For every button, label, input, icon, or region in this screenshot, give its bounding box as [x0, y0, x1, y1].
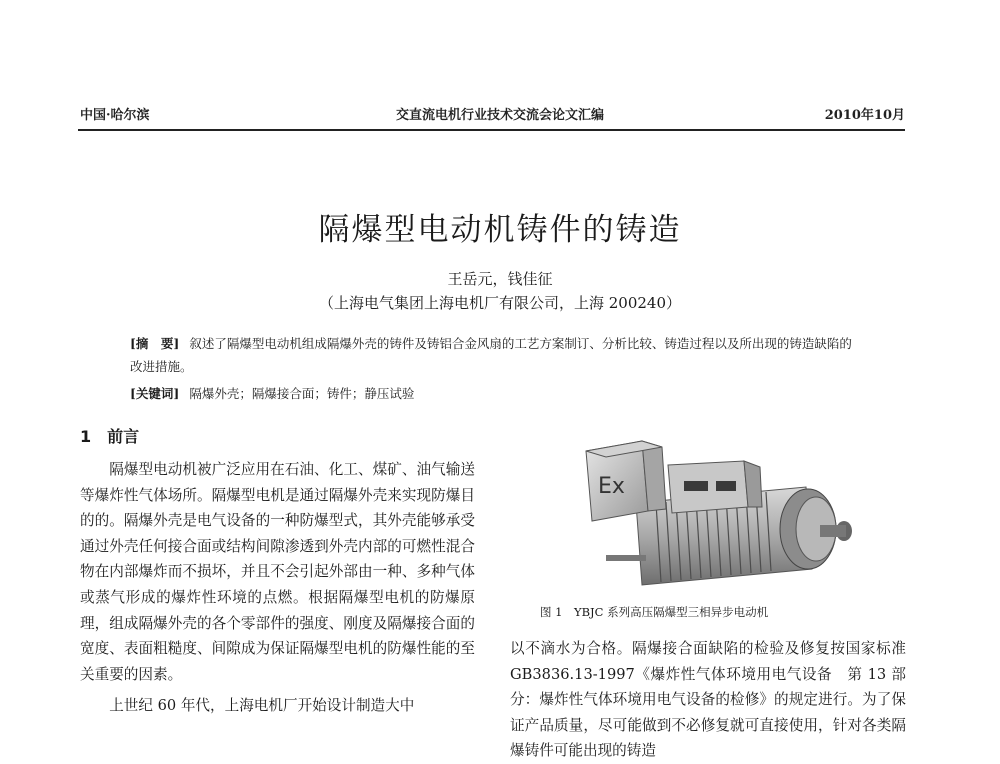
second-box: [668, 461, 762, 513]
base-foot: [606, 555, 646, 561]
section-number: 1: [80, 427, 92, 446]
paragraph: 以不滴水为合格。隔爆接合面缺陷的检验及修复按国家标准 GB3836.13-1997《爆炸性气体环境用电气设备 第 13 部分：爆炸性气体环境用电气设备的检修》的规定进行。为了保证产品质量，尽可能做到不必修复就可直接使用，针对各类隔爆铸件可能出现的铸造: [510, 640, 906, 760]
motor-figure: [576, 437, 864, 589]
ex-mark: Ex: [598, 474, 625, 499]
affiliation: （上海电气集团上海电机厂有限公司，上海 200240）: [318, 294, 682, 312]
header-divider: [78, 129, 905, 131]
authors: 王岳元，钱佳征: [447, 270, 553, 288]
abstract-label: [摘 要]: [130, 336, 180, 351]
figure-caption: 图 1 YBJC 系列高压隔爆型三相异步电动机: [540, 605, 769, 619]
section-heading: [80, 424, 139, 447]
running-header-location: 中国·哈尔滨: [80, 108, 150, 123]
motor-end-bell: [780, 489, 852, 569]
keywords-label: [关键词]: [130, 386, 180, 401]
running-header-journal: 交直流电机行业技术交流会论文汇编: [395, 108, 604, 123]
paragraph: 隔爆型电动机被广泛应用在石油、化工、煤矿、油气输送等爆炸性气体场所。隔爆型电机是通过隔爆外壳来实现防爆目的的。隔爆外壳是电气设备的一种防爆型式，其外壳能够承受通过外壳任何接合面或结构间隙渗透到外壳内部的可燃性混合物在内部爆炸而不损坏，并且不会引起外部由一种、多种气体或蒸气形成的爆炸性环境的点燃。根据隔爆型电机的防爆原理，组成隔爆外壳的各个零部件的强度、刚度及隔爆接合面的宽度、表面粗糙度、间隙成为保证隔爆型电机的防爆性能的至关重要的因素。: [80, 461, 475, 683]
abstract-text: 叙述了隔爆型电动机组成隔爆外壳的铸件及铸铝合金风扇的工艺方案制订、分析比较、铸造过程以及所出现的铸造缺陷的改进措施。: [130, 336, 852, 374]
section-title: 前言: [107, 427, 140, 446]
running-header-date: 2010年10月: [824, 108, 905, 123]
paragraph: 上世纪 60 年代，上海电机厂开始设计制造大中: [109, 697, 415, 715]
right-column: [510, 636, 906, 764]
left-column: [80, 457, 475, 719]
paper-title: 隔爆型电动机铸件的铸造: [318, 212, 682, 248]
keywords-text: 隔爆外壳；隔爆接合面；铸件；静压试验: [189, 386, 415, 401]
terminal-box: [586, 441, 666, 521]
keywords: [130, 384, 414, 402]
abstract: [130, 332, 860, 378]
